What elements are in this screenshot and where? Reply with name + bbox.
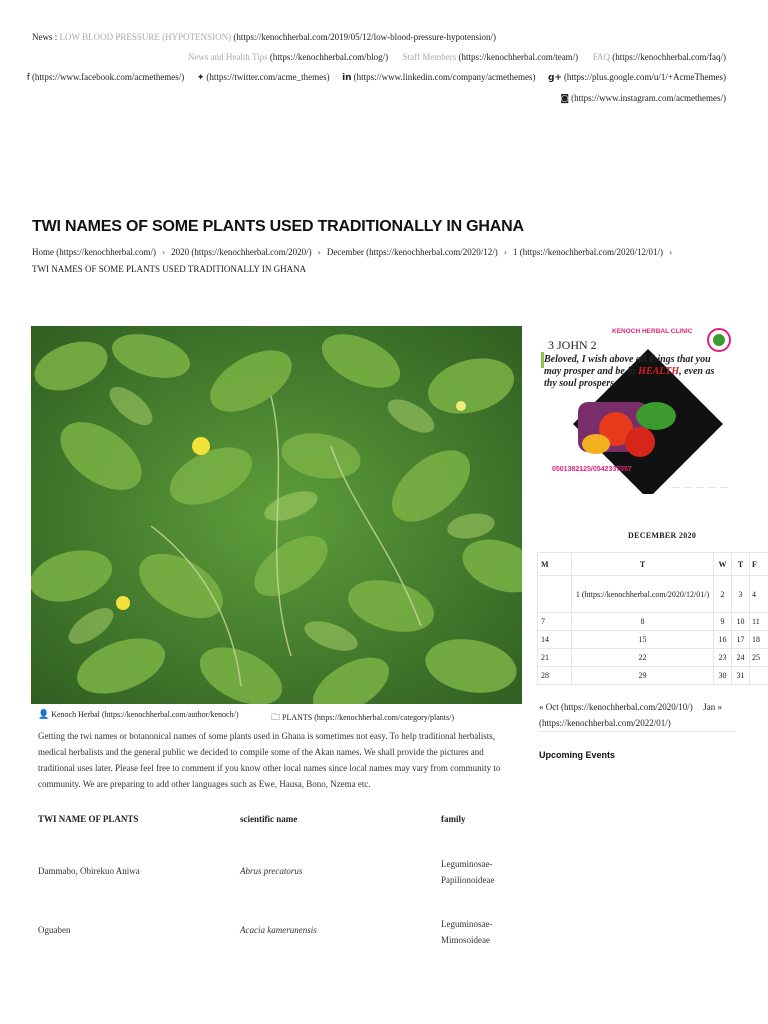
ad-pagination-dots[interactable]: — — — — — xyxy=(672,482,729,491)
calendar-day: 16 xyxy=(714,631,732,649)
folder-icon: 🗀 xyxy=(271,713,281,723)
calendar-weekday: T xyxy=(572,553,714,576)
calendar-day: 31 xyxy=(732,667,750,685)
top-nav xyxy=(188,52,726,62)
social-google-plus[interactable]: g+ (https://plus.google.com/u/1/+AcmeThemes) xyxy=(547,72,726,83)
chevron-right-icon: › xyxy=(317,248,321,257)
calendar-day: 10 xyxy=(732,613,750,631)
news-headline-link[interactable]: LOW BLOOD PRESSURE (HYPOTENSION) xyxy=(59,32,232,42)
social-facebook[interactable]: f (https://www.facebook.com/acmethemes/) xyxy=(26,72,185,83)
upcoming-events-title: Upcoming Events xyxy=(539,750,616,760)
pepper xyxy=(582,434,610,454)
page-title: TWI NAMES OF SOME PLANTS USED TRADITIONALLY IN GHANA xyxy=(32,218,524,235)
linkedin-icon: in xyxy=(342,73,352,83)
yellow-flower xyxy=(456,401,466,411)
calendar-weekday: F xyxy=(750,553,768,576)
table-cell-twi: Dammabo, Obirekuo Aniwa xyxy=(38,866,140,876)
calendar-week-row xyxy=(538,631,768,649)
calendar-day: 18 xyxy=(750,631,768,649)
yellow-flower xyxy=(192,437,210,455)
nav-news-health-tips-url[interactable]: (https://kenochherbal.com/blog/) xyxy=(269,52,389,62)
user-icon: 👤 xyxy=(38,710,50,720)
google-plus-icon: g+ xyxy=(547,73,562,83)
social-linkedin[interactable]: in (https://www.linkedin.com/company/acmethemes) xyxy=(342,72,536,83)
table-header-scientific: scientific name xyxy=(240,814,298,824)
broccoli xyxy=(636,402,676,430)
calendar-day-link[interactable]: 1 (https://kenochherbal.com/2020/12/01/) xyxy=(572,576,714,613)
clinic-ad-banner[interactable] xyxy=(538,324,736,494)
breadcrumb-current: TWI NAMES OF SOME PLANTS USED TRADITIONALLY IN GHANA xyxy=(32,264,307,274)
table-cell-scientific: Abrus precatorus xyxy=(240,866,303,876)
calendar-day: 14 xyxy=(538,631,572,649)
facebook-icon: f xyxy=(26,73,30,83)
table-header-twi: TWI NAME OF PLANTS xyxy=(38,814,139,824)
table-cell-scientific: Acacia kamerunensis xyxy=(240,925,317,935)
tomato xyxy=(625,427,655,457)
table-header-family: family xyxy=(441,814,466,824)
breadcrumb-month[interactable]: December (https://kenochherbal.com/2020/12/) xyxy=(326,247,498,257)
calendar-day: 29 xyxy=(572,667,714,685)
calendar-day: 2 xyxy=(714,576,732,613)
calendar-day: 8 xyxy=(572,613,714,631)
calendar-day xyxy=(750,667,768,685)
post-author[interactable]: 👤 Kenoch Herbal (https://kenochherbal.com/author/kenoch/) xyxy=(38,710,239,720)
breadcrumb xyxy=(32,247,678,257)
table-cell-family: Leguminosae-Mimosoideae xyxy=(441,919,493,945)
calendar-widget xyxy=(537,552,768,685)
calendar-day: 23 xyxy=(714,649,732,667)
calendar-day: 3 xyxy=(732,576,750,613)
chevron-right-icon: › xyxy=(503,248,508,257)
calendar-day: 15 xyxy=(572,631,714,649)
calendar-week-row xyxy=(538,613,768,631)
breadcrumb-day[interactable]: 1 (https://kenochherbal.com/2020/12/01/) xyxy=(513,247,663,257)
calendar-nav xyxy=(539,702,722,712)
instagram-icon: ◙ xyxy=(560,94,570,104)
post-category[interactable]: 🗀 PLANTS (https://kenochherbal.com/category/plants/) xyxy=(271,713,454,723)
yellow-flower xyxy=(116,596,130,610)
calendar-table xyxy=(537,552,768,685)
breadcrumb-year[interactable]: 2020 (https://kenochherbal.com/2020/) xyxy=(171,247,312,257)
news-headline-url[interactable]: (https://kenochherbal.com/2019/05/12/low-blood-pressure-hypotension/) xyxy=(233,32,497,42)
calendar-week-row xyxy=(538,576,768,613)
calendar-day: 22 xyxy=(572,649,714,667)
chevron-right-icon: › xyxy=(161,248,166,257)
table-cell-family: Leguminosae-Papilionoideae xyxy=(441,859,495,885)
social-instagram[interactable]: ◙ (https://www.instagram.com/acmethemes/) xyxy=(560,93,726,104)
ad-verse-reference: 3 JOHN 2 xyxy=(548,338,597,352)
calendar-day: 4 xyxy=(750,576,768,613)
calendar-weekday: M xyxy=(538,553,572,576)
nav-faq-url[interactable]: (https://kenochherbal.com/faq/) xyxy=(612,52,726,62)
news-ticker xyxy=(32,32,496,42)
breadcrumb-home[interactable]: Home (https://kenochherbal.com/) xyxy=(32,247,156,257)
calendar-day: 9 xyxy=(714,613,732,631)
nav-news-health-tips[interactable]: News and Health Tips xyxy=(187,52,268,62)
calendar-caption: DECEMBER 2020 xyxy=(628,531,697,540)
calendar-next-link[interactable]: Jan » xyxy=(703,702,722,712)
calendar-day: 7 xyxy=(538,613,572,631)
ad-verse-quote: Beloved, I wish above all things that you may prosper and be in HEALTH, even as thy soul prospers. xyxy=(544,354,715,389)
calendar-week-row xyxy=(538,649,768,667)
clinic-logo-center xyxy=(713,334,725,346)
calendar-prev-link[interactable]: « Oct (https://kenochherbal.com/2020/10/) xyxy=(539,702,693,712)
social-links xyxy=(27,72,726,83)
calendar-day: 30 xyxy=(714,667,732,685)
calendar-day: 25 xyxy=(750,649,768,667)
twitter-icon: ✦ xyxy=(196,73,205,83)
social-twitter[interactable]: ✦ (https://twitter.com/acme_themes) xyxy=(196,72,330,83)
ad-clinic-name: KENOCH HERBAL CLINIC xyxy=(612,328,693,335)
chevron-right-icon: › xyxy=(669,248,673,257)
calendar-day: 24 xyxy=(732,649,750,667)
featured-plant-image xyxy=(31,326,522,704)
calendar-weekday: T xyxy=(732,553,750,576)
post-intro-text: Getting the twi names or botanonical names of some plants used in Ghana is sometimes not easy. To help traditional herbalists, medical herbalists and the general public we decided to compile some of the Akan names. We shall provide the pictures and traditional uses later. Please feel free to comment if you know other local names since local names may vary from community to community. We are preparing to add other languages such as Ewe, Hausa, Bono, Nzema etc. xyxy=(38,731,501,789)
calendar-day: 11 xyxy=(750,613,768,631)
plant-photo-illustration xyxy=(31,326,522,704)
nav-staff-members[interactable]: Staff Members xyxy=(402,52,457,62)
news-label: News : xyxy=(32,32,58,42)
sidebar-divider xyxy=(538,731,736,732)
calendar-day: 28 xyxy=(538,667,572,685)
table-cell-twi: Oguaben xyxy=(38,925,71,935)
calendar-week-row xyxy=(538,667,768,685)
calendar-weekday: W xyxy=(714,553,732,576)
ad-phone-numbers: 0501382125/0542337057 xyxy=(552,466,632,473)
calendar-day: 17 xyxy=(732,631,750,649)
nav-staff-members-url[interactable]: (https://kenochherbal.com/team/) xyxy=(458,52,579,62)
calendar-next-url[interactable]: (https://kenochherbal.com/2022/01/) xyxy=(539,718,671,728)
calendar-header-row xyxy=(538,553,768,576)
nav-faq[interactable]: FAQ xyxy=(592,52,611,62)
calendar-day: 21 xyxy=(538,649,572,667)
calendar-day xyxy=(538,576,572,613)
